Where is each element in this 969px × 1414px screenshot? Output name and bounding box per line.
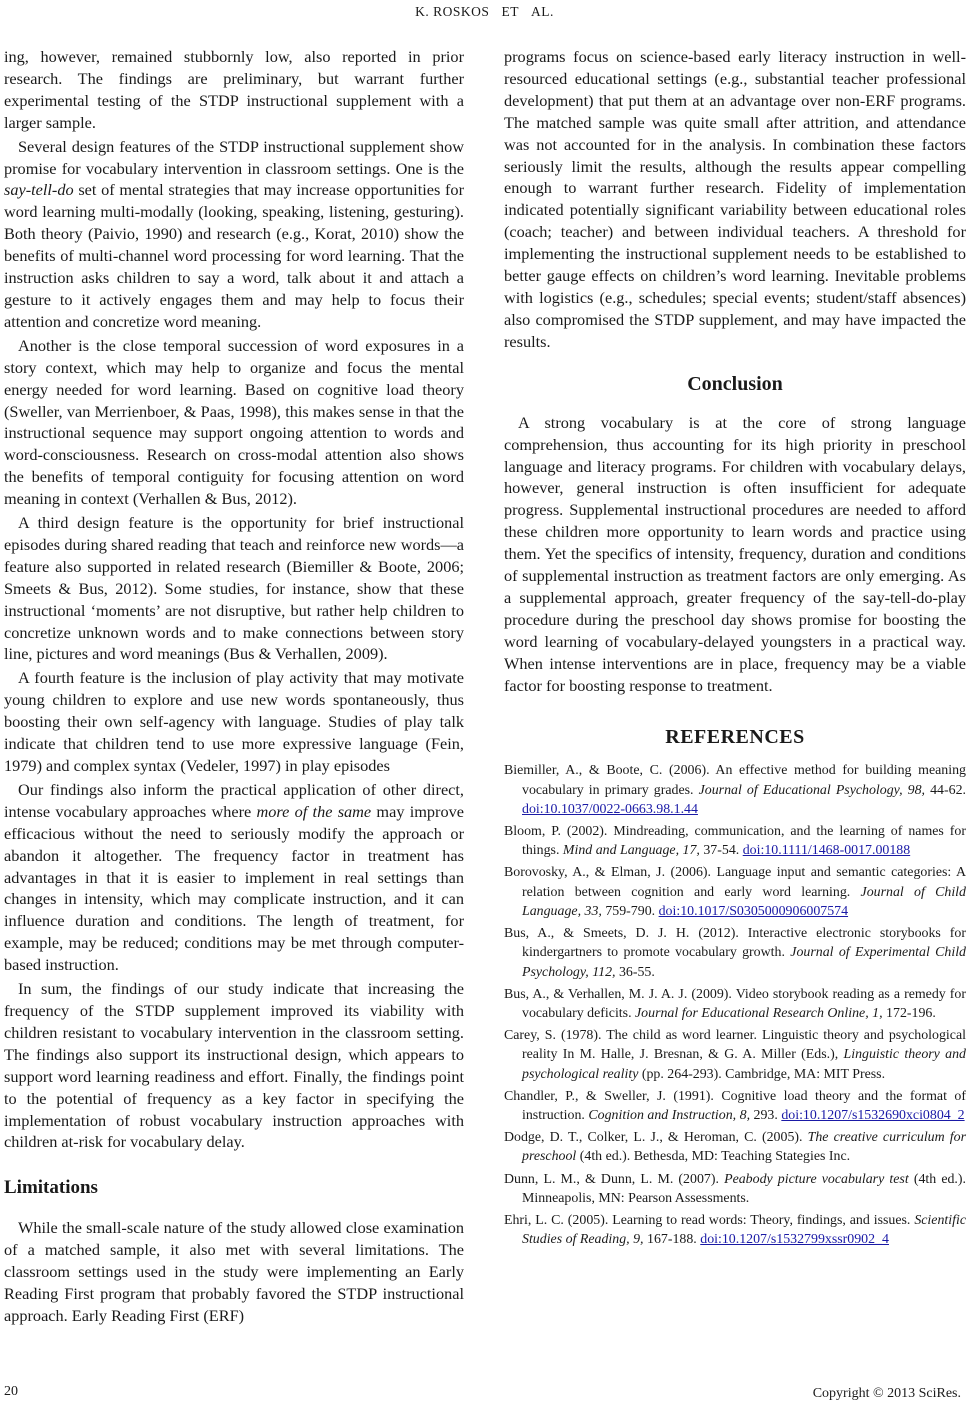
reference-text: 172-196. xyxy=(882,1005,936,1021)
reference-text: (4th ed.). Minneapolis, MN: Pearson Assessments. xyxy=(522,1171,967,1206)
running-header xyxy=(0,4,969,20)
reference-source: The creative curriculum for preschool xyxy=(522,1130,966,1165)
text-run: Our findings also inform the practical application of other direct, intense vocabulary approaches where xyxy=(4,779,464,821)
reference-text: Bus, A., & Smeets, D. J. H. (2012). Interactive electronic storybooks for kindergartners to promote vocabulary growth. xyxy=(504,926,966,961)
text-run: may improve efficacious without the need to seriously modify the approach or abandon it altogether. The frequency factor in treatment has advantages in that it is easier to implement in real settings than changes in intensity, which may complicate instruction, and it can influence duration and conditions. The length of treatment, for example, may be reduced; conditions may be met through computer-based instruction. xyxy=(4,801,464,975)
text-run: set of mental strategies that may increase opportunities for word learning multi-modally (looking, speaking, listening, gesturing). Both theory (Paivio, 1990) and research (e.g., Korat, 2010) show the benefits of multi-channel word processing for word learning. That the instruction asks children to say a word, talk about it and attach a gesture to it actively engages them and may help to focus their attention and concretize word meaning. xyxy=(4,180,464,331)
reference-text: 759-790. xyxy=(601,903,659,919)
reference-text: Bus, A., & Verhallen, M. J. A. J. (2009). Video storybook reading as a remedy for vocabulary deficits. xyxy=(504,986,966,1021)
reference-text: 36-55. xyxy=(615,964,655,980)
reference-item xyxy=(504,761,966,819)
paragraph: programs focus on science-based early literacy instruction in well-resourced educational settings (e.g., substantial teacher professional development) that put them at an advantage over non-ERF programs. The matched sample was quite small after attrition, and attendance was not accounted for in the analysis. In combination these factors seriously limit the results, although the results appear compelling enough to warrant further research. Fidelity of implementation indicated potentially significant variability between educational roles (coach; teacher) and between individual teachers. A threshold for implementing the instructional supplement needs to be established to better gauge effects on children’s word learning. Inevitable problems with logistics (e.g., schedules; special events; student/staff absences) also compromised the STDP supplement, and may have impacted the results. xyxy=(504,47,966,351)
reference-list xyxy=(504,761,966,1249)
reference-text: Ehri, L. C. (2005). Learning to read words: Theory, findings, and issues. xyxy=(504,1212,915,1228)
doi-link[interactable]: doi:10.1207/s1532690xci0804_2 xyxy=(781,1107,965,1123)
reference-source: Peabody picture vocabulary test xyxy=(724,1171,909,1187)
reference-text: (pp. 264-293). Cambridge, MA: MIT Press. xyxy=(638,1066,886,1082)
reference-text: Bloom, P. (2002). Mindreading, communication, and the learning of names for things. xyxy=(504,824,966,859)
doi-link[interactable]: doi:10.1037/0022-0663.98.1.44 xyxy=(522,801,698,817)
reference-source: Cognition and Instruction, 8, xyxy=(588,1107,751,1123)
reference-text: 293. xyxy=(750,1107,782,1123)
reference-source: Journal of Educational Psychology, 98, xyxy=(698,782,926,798)
paragraph: ing, however, remained stubbornly low, also reported in prior research. The findings are preliminary, but warrant further experimental testing of the STDP instructional supplement with a larger sample. xyxy=(4,47,464,132)
doi-link[interactable]: doi:10.1207/s1532799xssr0902_4 xyxy=(700,1232,889,1248)
italic-term: say-tell-do xyxy=(4,180,74,200)
reference-text: Chandler, P., & Sweller, J. (1991). Cognitive load theory and the format of instruction. xyxy=(504,1088,966,1123)
paragraph: A strong vocabulary is at the core of strong language comprehension, thus accounting for its high priority in preschool language and literacy programs. For children with vocabulary delays, however, general instruction is often insufficient for adequate progress. Supplemental instructional procedures are needed to afford these children more opportunity to learn words and practice using them. Yet the specifics of intensity, frequency, duration and conditions of supplemental instruction as treatment factors are only emerging. As a supplemental approach, greater frequency of the say-tell-do-play procedure during the preschool day shows promise for boosting the word learning of vocabulary-delayed youngsters in a practical way. When intense interventions are in place, frequency may be a viable factor for boosting response to treatment. xyxy=(504,412,966,695)
reference-text: (4th ed.). Bethesda, MD: Teaching Stategies Inc. xyxy=(576,1149,851,1165)
text-run: Several design features of the STDP instructional supplement show promise for vocabulary intervention in classroom settings. One is the xyxy=(4,136,464,178)
paragraph: A fourth feature is the inclusion of play activity that may motivate young children to explore and use new words spontaneously, thus boosting their own self-agency with language. Studies of play talk indicate that children tend to use more expressive language (Fein, 1979) and complex syntax (Vedeler, 1997) in play episodes xyxy=(4,668,464,775)
reference-text: Dodge, D. T., Colker, L. J., & Heroman, C. (2005). xyxy=(504,1130,808,1146)
reference-text: 167-188. xyxy=(643,1232,701,1248)
reference-text: Dunn, L. M., & Dunn, L. M. (2007). xyxy=(504,1171,725,1187)
reference-item xyxy=(504,1211,966,1249)
doi-link[interactable]: doi:10.1111/1468-0017.00188 xyxy=(742,843,911,859)
reference-item xyxy=(504,985,966,1023)
reference-item xyxy=(504,863,966,921)
references-heading: REFERENCES xyxy=(665,726,805,749)
italic-term: more of the same xyxy=(256,801,372,821)
reference-text: 37-54. xyxy=(699,843,743,859)
paragraph: A third design feature is the opportunity for brief instructional episodes during shared reading that teach and reinforce new words—a feature also supported in related research (Biemiller & Boote, 2006; Smeets & Bus, 2012). Some studies, for instance, show that these instructional ‘moments’ are not disruptive, but rather help children to concretize unknown words and to make connections between story line, pictures and word meanings (Bus & Verhallen, 2009). xyxy=(4,513,464,664)
paragraph xyxy=(4,136,464,333)
reference-source: Journal of Experimental Child Psychology, 112, xyxy=(522,945,967,980)
paragraph: While the small-scale nature of the study allowed close examination of a matched sample, it also met with several limitations. The classroom settings used in the study were implementing an Early Reading First program that probably favored the STDP instructional approach. Early Reading First (ERF) xyxy=(4,1218,464,1325)
page-number: 20 xyxy=(4,1384,18,1399)
reference-source: Linguistic theory and psychological reality xyxy=(522,1047,966,1082)
paragraph: Another is the close temporal succession of word exposures in a story context, which may help to organize and focus the mental energy needed for word learning. Based on cognitive load theory (Sweller, van Merrienboer, & Paas, 1998), this makes sense in that the instructional sequence may support ongoing attention to words and word-consciousness. Research on cross-modal attention also shows the benefits of temporal contiguity for focusing attention on word meaning in context (Verhallen & Bus, 2012). xyxy=(4,335,464,509)
reference-item xyxy=(504,822,966,860)
reference-item xyxy=(504,1026,966,1084)
header-author: K. ROSKOS xyxy=(415,4,490,19)
reference-source: Journal for Educational Research Online, 1, xyxy=(635,1005,883,1021)
header-et: ET xyxy=(501,4,519,19)
header-al: AL. xyxy=(530,4,554,19)
doi-link[interactable]: doi:10.1017/S0305000906007574 xyxy=(658,903,849,919)
reference-item xyxy=(504,924,966,982)
reference-item xyxy=(504,1170,966,1208)
reference-text: Biemiller, A., & Boote, C. (2006). An effective method for building meaning vocabulary in primary grades. xyxy=(504,763,966,798)
reference-source: Journal of Child Language, 33, xyxy=(522,884,966,919)
conclusion-heading: Conclusion xyxy=(687,372,783,395)
reference-text: 44-62. xyxy=(925,782,966,798)
reference-source: Scientific Studies of Reading, 9, xyxy=(522,1212,966,1248)
paragraph: In sum, the findings of our study indicate that increasing the frequency of the STDP supplement improved its viability with children resistant to vocabulary intervention in the classroom setting. The findings also support its instructional design, which appears to support word learning readiness and effort. Finally, the findings point to the potential of frequency as a key factor in specifying the implementation of robust vocabulary instruction approaches with children at-risk for vocabulary delay. xyxy=(4,979,464,1152)
limitations-heading: Limitations xyxy=(4,1177,98,1199)
left-column xyxy=(4,46,464,1327)
reference-item xyxy=(504,1087,966,1125)
reference-text: Borovosky, A., & Elman, J. (2006). Language input and semantic categories: A relation between cognition and early word learning. xyxy=(504,865,966,900)
copyright-notice: Copyright © 2013 SciRes. xyxy=(812,1386,961,1401)
reference-text: Carey, S. (1978). The child as word learner. Linguistic theory and psychological reality In M. Halle, J. Bresnan, & G. A. Miller (Eds.), xyxy=(504,1028,966,1063)
right-column xyxy=(504,46,966,1252)
paragraph xyxy=(4,779,464,976)
reference-source: Mind and Language, 17, xyxy=(562,843,700,859)
reference-item xyxy=(504,1128,966,1166)
